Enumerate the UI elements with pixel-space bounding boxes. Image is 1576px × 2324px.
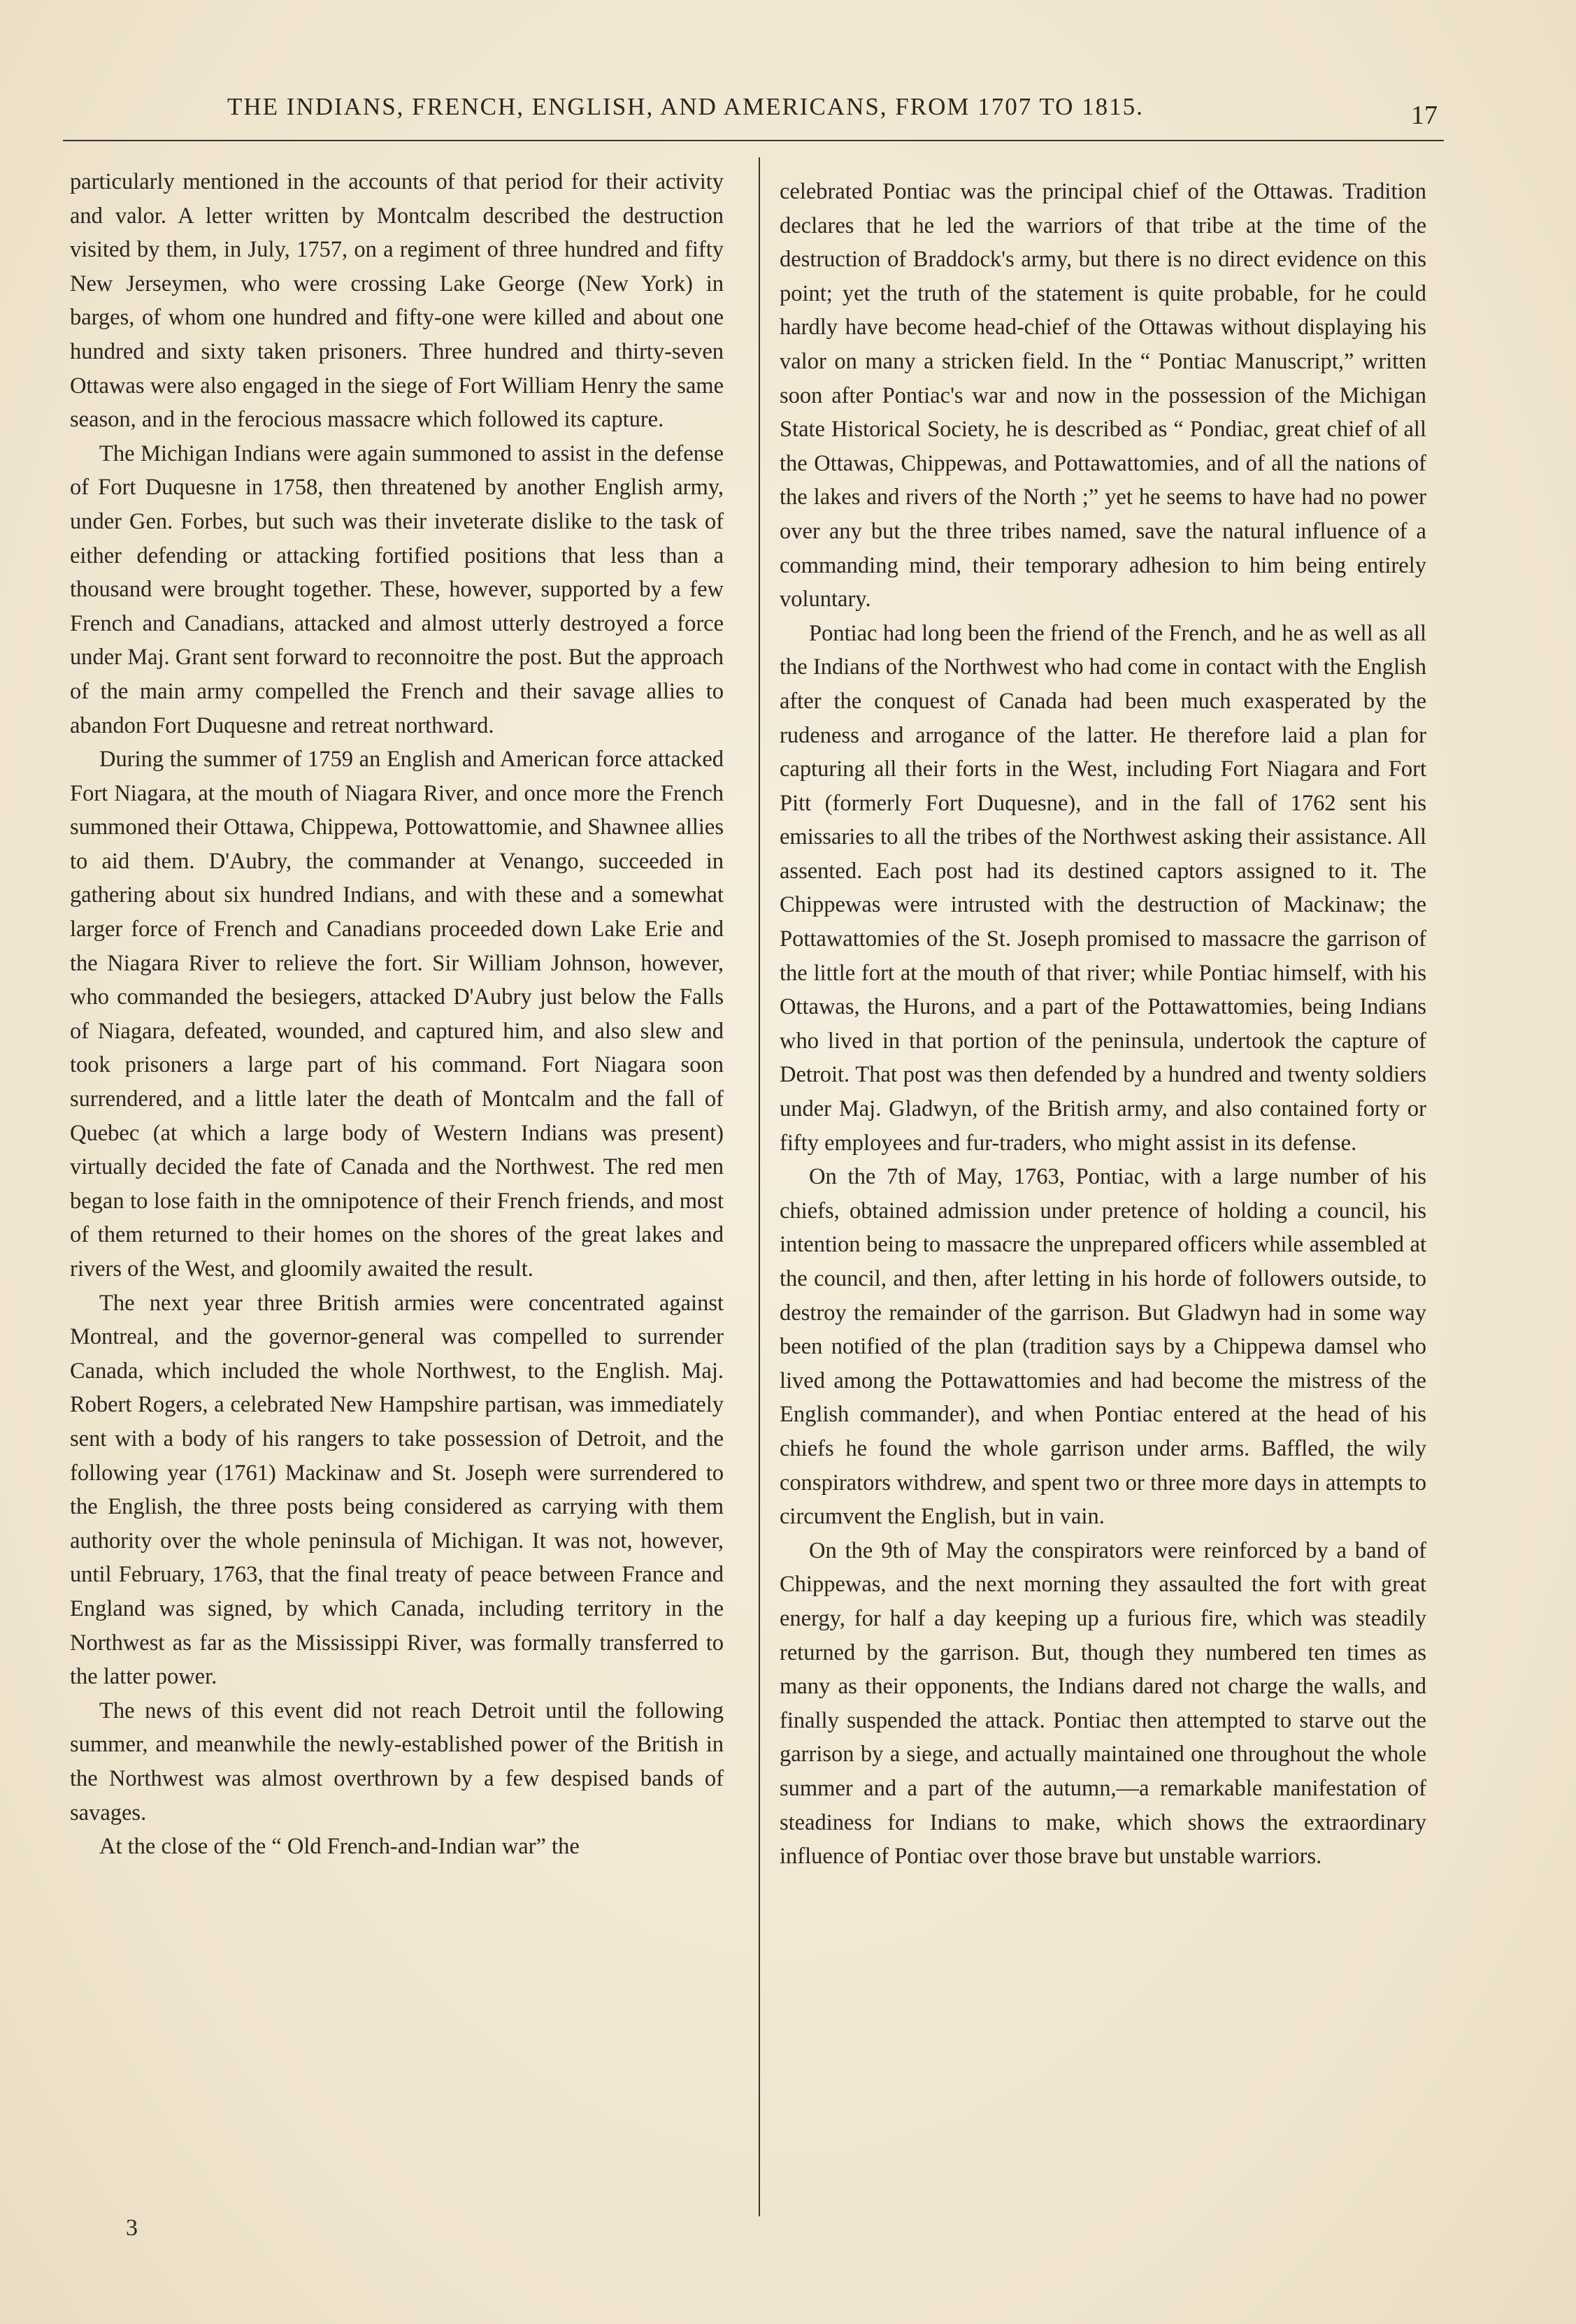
signature-mark: 3 xyxy=(126,2215,138,2241)
right-column xyxy=(759,175,1426,1874)
left-column xyxy=(70,165,724,1864)
page-number: 17 xyxy=(1411,101,1438,130)
paragraph: At the close of the “ Old French-and-Indian war” the xyxy=(99,1834,580,1860)
paragraph: particularly mentioned in the accounts of that period for their activity and valor. A letter written by Montcalm described the destruction visited by them, in July, 1757, on a regiment of three hundred and fifty New Jerseymen, who were crossing Lake George (New York) in barges, of whom one hundred and fifty-one were killed and about one hundred and sixty taken prisoners. Three hundred and thirty-seven Ottawas were also engaged in the siege of Fort William Henry the same season, and in the ferocious massacre which followed its capture. xyxy=(70,169,724,433)
paragraph: On the 9th of May the conspirators were reinforced by a band of Chippewas, and the next morning they assaulted the fort with great energy, for half a day keeping up a furious fire, which was steadily returned by the garrison. But, though they numbered ten times as many as their opponents, the Indians dared not charge the walls, and finally suspended the attack. Pontiac then attempted to starve out the garrison by a siege, and actually maintained one throughout the whole summer and a part of the autumn,—a remarkable manifestation of steadiness for Indians to make, which shows the extraordinary influence of Pontiac over those brave but unstable warriors. xyxy=(780,1537,1426,1870)
paragraph: The next year three British armies were concentrated against Montreal, and the governor-general was compelled to surrender Canada, which included the whole Northwest, to the English. Maj. Robert Rogers, a celebrated New Hampshire partisan, was immediately sent with a body of his rangers to take possession of Detroit, and the following year (1761) Mackinaw and St. Joseph were surrendered to the English, the three posts being considered as carrying with them authority over the whole peninsula of Michigan. It was not, however, until February, 1763, that the final treaty of peace between France and England was signed, by which Canada, including territory in the Northwest as far as the Mississippi River, was formally transferred to the latter power. xyxy=(70,1290,724,1690)
paragraph: The Michigan Indians were again summoned to assist in the defense of Fort Duquesne in 1758, then threatened by another English army, under Gen. Forbes, but such was their inveterate dislike to the task of either defending or attacking fortified positions that less than a thousand were brought together. These, however, supported by a few French and Canadians, attacked and almost utterly destroyed a force under Maj. Grant sent forward to reconnoitre the post. But the approach of the main army compelled the French and their savage allies to abandon Fort Duquesne and retreat northward. xyxy=(70,440,724,738)
paragraph: On the 7th of May, 1763, Pontiac, with a large number of his chiefs, obtained admission under pretence of holding a council, his intention being to massacre the unprepared officers while assembled at the council, and then, after letting in his horde of followers outside, to destroy the remainder of the garrison. But Gladwyn had in some way been notified of the plan (tradition says by a Chippewa damsel who lived among the Pottawattomies and had become the mistress of the English commander), and when Pontiac entered at the head of his chiefs he found the whole garrison under arms. Baffled, the wily conspirators withdrew, and spent two or three more days in attempts to circumvent the English, but in vain. xyxy=(780,1164,1426,1530)
paragraph: celebrated Pontiac was the principal chief of the Ottawas. Tradition declares that he led the warriors of that tribe at the time of the destruction of Braddock's army, but there is no direct evidence on this point; yet the truth of the statement is quite probable, for he could hardly have become head-chief of the Ottawas without displaying his valor on many a stricken field. In the “ Pontiac Manuscript,” written soon after Pontiac's war and now in the possession of the Michigan State Historical Society, he is described as “ Pondiac, great chief of all the Ottawas, Chippewas, and Pottawattomies, and of all the nations of the lakes and rivers of the North ;” yet he seems to have had no power over any but the three tribes named, save the natural influence of a commanding mind, their temporary adhesion to him being entirely voluntary. xyxy=(780,179,1426,612)
paragraph: Pontiac had long been the friend of the French, and he as well as all the Indians of the Northwest who had come in contact with the English after the conquest of Canada had been much exasperated by the rudeness and arrogance of the latter. He therefore laid a plan for capturing all their forts in the West, including Fort Niagara and Fort Pitt (formerly Fort Duquesne), and in the fall of 1762 sent his emissaries to all the tribes of the Northwest asking their assistance. All assented. Each post had its destined captors assigned to it. The Chippewas were intrusted with the destruction of Mackinaw; the Pottawattomies of the St. Joseph promised to massacre the garrison of the little fort at the mouth of that river; while Pontiac himself, with his Ottawas, the Hurons, and a part of the Pottawattomies, being Indians who lived in that portion of the peninsula, undertook the capture of Detroit. That post was then defended by a hundred and twenty soldiers under Maj. Gladwyn, of the British army, and also contained forty or fifty employees and fur-traders, who might assist in its defense. xyxy=(780,620,1426,1156)
paragraph: The news of this event did not reach Detroit until the following summer, and meanwhile the newly-established power of the British in the Northwest was almost overthrown by a few despised bands of savages. xyxy=(70,1698,724,1826)
running-title: THE INDIANS, FRENCH, ENGLISH, AND AMERICANS, FROM 1707 TO 1815. xyxy=(227,93,1144,120)
paragraph: During the summer of 1759 an English and American force attacked Fort Niagara, at the mouth of Niagara River, and once more the French summoned their Ottawa, Chippewa, Pottowattomie, and Shawnee allies to aid them. D'Aubry, the commander at Venango, succeeded in gathering about six hundred Indians, and with these and a somewhat larger force of French and Canadians proceeded down Lake Erie and the Niagara River to relieve the fort. Sir William Johnson, however, who commanded the besiegers, attacked D'Aubry just below the Falls of Niagara, defeated, wounded, and captured him, and also slew and took prisoners a large part of his command. Fort Niagara soon surrendered, and a little later the death of Montcalm and the fall of Quebec (at which a large body of Western Indians was present) virtually decided the fate of Canada and the Northwest. The red men began to lose faith in the omnipotence of their French friends, and most of them returned to their homes on the shores of the great lakes and rivers of the West, and gloomily awaited the result. xyxy=(70,747,724,1282)
header-rule xyxy=(63,140,1444,141)
